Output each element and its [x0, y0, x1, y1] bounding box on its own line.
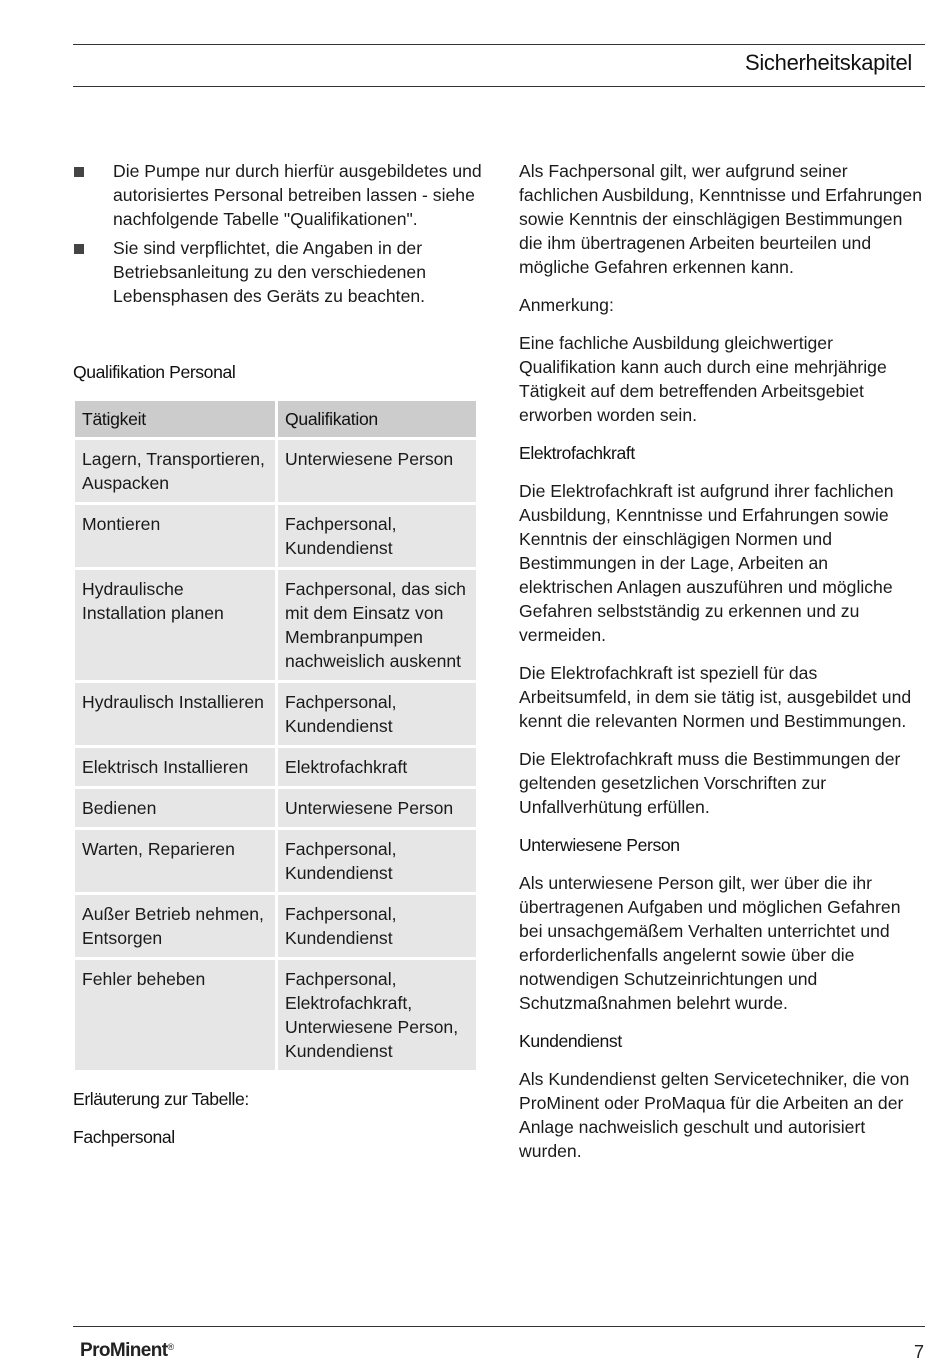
left-column [73, 159, 483, 1149]
table-explanation-heading: Erläuterung zur Tabelle: [73, 1089, 249, 1109]
activity-cell: Montieren [75, 505, 275, 567]
list-item: Die Pumpe nur durch hierfür ausgebildetes und autorisiertes Personal betreiben lassen - siehe nachfolgende Tabelle "Qualifikationen". [73, 159, 483, 231]
table-row [75, 748, 476, 786]
activity-cell: Bedienen [75, 789, 275, 827]
header-rule-top [73, 44, 925, 45]
activity-cell: Hydraulisch Installieren [75, 683, 275, 745]
kundendienst-text: Als Kundendienst gelten Servicetechniker, die von ProMinent oder ProMaqua für die Arbeiten an der Anlage nachweislich geschult und autorisiert wurden. [519, 1069, 910, 1161]
table-header-row [75, 401, 476, 437]
elektrofachkraft-text-1: Die Elektrofachkraft ist aufgrund ihrer fachlichen Ausbildung, Kenntnisse und Erfahrungen sowie Kenntnis der einschlägigen Normen und Bestimmungen in der Lage, Arbeiten an elektrischen Anlagen auszuführen und mögliche Gefahren selbstständig zu erkennen und zu vermeiden. [519, 481, 894, 645]
qualification-cell: Fachpersonal, Elektrofachkraft, Unterwiesene Person, Kundendienst [278, 960, 476, 1070]
activity-cell: Hydraulische Installation planen [75, 570, 275, 680]
registered-mark: ® [167, 1342, 174, 1352]
fachpersonal-text: Als Fachpersonal gilt, wer aufgrund seiner fachlichen Ausbildung, Kenntnisse und Erfahrungen sowie Kenntnis der einschlägigen Bestimmungen die ihm übertragenen Arbeiten beurteilen und mögliche Gefahren erkennen kann. [519, 161, 922, 277]
activity-cell: Elektrisch Installieren [75, 748, 275, 786]
qualification-heading: Qualifikation Personal [73, 362, 236, 382]
activity-cell: Außer Betrieb nehmen, Entsorgen [75, 895, 275, 957]
fachpersonal-heading: Fachpersonal [73, 1127, 175, 1147]
square-bullet-icon [74, 167, 84, 177]
right-column [519, 159, 924, 1177]
table-row [75, 895, 476, 957]
qualification-cell: Fachpersonal, Kundendienst [278, 830, 476, 892]
table-row [75, 505, 476, 567]
page-number: 7 [913, 1342, 924, 1362]
elektrofachkraft-text-3: Die Elektrofachkraft muss die Bestimmungen der geltenden gesetzlichen Vorschriften zur Unfallverhütung erfüllen. [519, 749, 901, 817]
note-text: Eine fachliche Ausbildung gleichwertiger Qualifikation kann auch durch eine mehrjährige Tätigkeit auf dem betreffenden Arbeitsgebiet erworben worden sein. [519, 333, 887, 425]
column-header-activity: Tätigkeit [75, 401, 275, 437]
table-row [75, 830, 476, 892]
table-row [75, 683, 476, 745]
square-bullet-icon [74, 244, 84, 254]
elektrofachkraft-heading: Elektrofachkraft [519, 443, 635, 463]
kundendienst-heading: Kundendienst [519, 1031, 622, 1051]
table-row [75, 789, 476, 827]
unterwiesene-person-text: Als unterwiesene Person gilt, wer über die ihr übertragenen Aufgaben und möglichen Gefahren bei unsachgemäßem Verhalten unterrichtet und erforderlichenfalls angelernt sowie über die notwendigen Schutzeinrichtungen und Schutzmaßnahmen belehrt wurde. [519, 873, 901, 1013]
qualification-cell: Fachpersonal, Kundendienst [278, 683, 476, 745]
table-row [75, 440, 476, 502]
unterwiesene-person-heading: Unterwiesene Person [519, 835, 680, 855]
header-rule-bottom [73, 86, 925, 87]
qualification-cell: Fachpersonal, Kundendienst [278, 505, 476, 567]
list-item: Sie sind verpflichtet, die Angaben in der Betriebsanleitung zu den verschiedenen Lebensphasen des Geräts zu beachten. [73, 236, 483, 308]
prominent-logo [80, 1340, 174, 1362]
note-label: Anmerkung: [519, 295, 614, 315]
footer-rule [73, 1326, 925, 1327]
qualification-cell: Unterwiesene Person [278, 789, 476, 827]
page-title: Sicherheitskapitel [744, 50, 912, 75]
activity-cell: Warten, Reparieren [75, 830, 275, 892]
table-row [75, 960, 476, 1070]
activity-cell: Fehler beheben [75, 960, 275, 1070]
activity-cell: Lagern, Transportieren, Auspacken [75, 440, 275, 502]
logo-text: ProMinent [80, 1340, 168, 1361]
qualification-cell: Unterwiesene Person [278, 440, 476, 502]
elektrofachkraft-text-2: Die Elektrofachkraft ist speziell für das Arbeitsumfeld, in dem sie tätig ist, ausgebildet und kennt die relevanten Normen und Bestimmungen. [519, 663, 912, 731]
qualification-cell: Elektrofachkraft [278, 748, 476, 786]
qualification-cell: Fachpersonal, Kundendienst [278, 895, 476, 957]
qualification-table [72, 398, 479, 1073]
bullet-list [73, 159, 483, 308]
column-header-qualification: Qualifikation [278, 401, 476, 437]
qualification-cell: Fachpersonal, das sich mit dem Einsatz von Membranpumpen nachweislich auskennt [278, 570, 476, 680]
table-row [75, 570, 476, 680]
